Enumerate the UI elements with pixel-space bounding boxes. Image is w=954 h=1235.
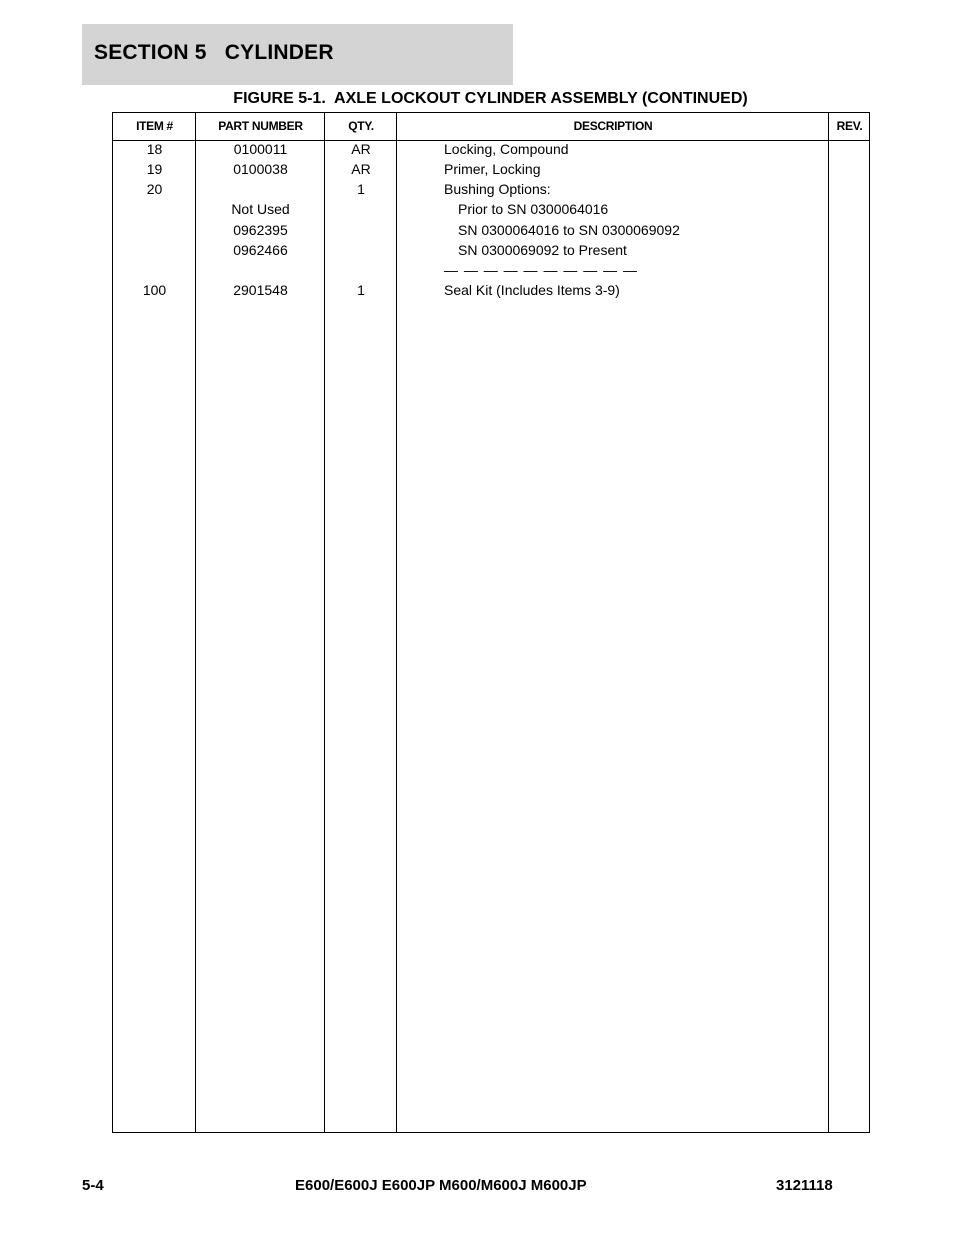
part-number: 0100038 bbox=[233, 161, 288, 177]
table-row bbox=[113, 199, 869, 219]
description: SN 0300069092 to Present bbox=[458, 242, 627, 258]
item-number: 20 bbox=[146, 181, 163, 197]
part-number: Not Used bbox=[231, 201, 290, 217]
description: Locking, Compound bbox=[444, 141, 569, 157]
quantity: 1 bbox=[357, 282, 365, 298]
header-qty: QTY. bbox=[348, 119, 374, 133]
parts-table bbox=[112, 112, 870, 1133]
figure-title: FIGURE 5-1. AXLE LOCKOUT CYLINDER ASSEMBLY (CONTINUED) bbox=[233, 90, 748, 107]
quantity: AR bbox=[351, 141, 371, 157]
quantity: AR bbox=[351, 161, 371, 177]
document-number: 3121118 bbox=[776, 1177, 833, 1194]
header-rev: REV. bbox=[836, 119, 863, 133]
part-number: 2901548 bbox=[233, 282, 288, 298]
table-row bbox=[113, 260, 869, 280]
header-item: ITEM # bbox=[136, 119, 173, 133]
table-row bbox=[113, 240, 869, 260]
description: Primer, Locking bbox=[444, 161, 541, 177]
separator-dashes: — — — — — — — — — — bbox=[444, 262, 639, 278]
description: SN 0300064016 to SN 0300069092 bbox=[458, 222, 680, 238]
item-number: 18 bbox=[146, 141, 163, 157]
part-number: 0962466 bbox=[233, 242, 288, 258]
header-description: DESCRIPTION bbox=[573, 119, 653, 133]
description: Bushing Options: bbox=[444, 181, 551, 197]
item-number: 100 bbox=[142, 282, 167, 298]
quantity: 1 bbox=[357, 181, 365, 197]
description: Prior to SN 0300064016 bbox=[458, 201, 609, 217]
page-number: 5-4 bbox=[82, 1177, 104, 1194]
table-row bbox=[113, 159, 869, 179]
section-banner bbox=[82, 24, 513, 85]
table-row bbox=[113, 220, 869, 240]
part-number: 0962395 bbox=[233, 222, 288, 238]
header-part-number: PART NUMBER bbox=[218, 119, 303, 133]
item-number: 19 bbox=[146, 161, 163, 177]
model-list: E600/E600J E600JP M600/M600J M600JP bbox=[295, 1177, 587, 1194]
description: Seal Kit (Includes Items 3-9) bbox=[444, 282, 620, 298]
part-number: 0100011 bbox=[233, 141, 288, 157]
table-row bbox=[113, 139, 869, 159]
table-row bbox=[113, 280, 869, 300]
section-title: SECTION 5 CYLINDER bbox=[94, 41, 334, 64]
table-row bbox=[113, 179, 869, 199]
